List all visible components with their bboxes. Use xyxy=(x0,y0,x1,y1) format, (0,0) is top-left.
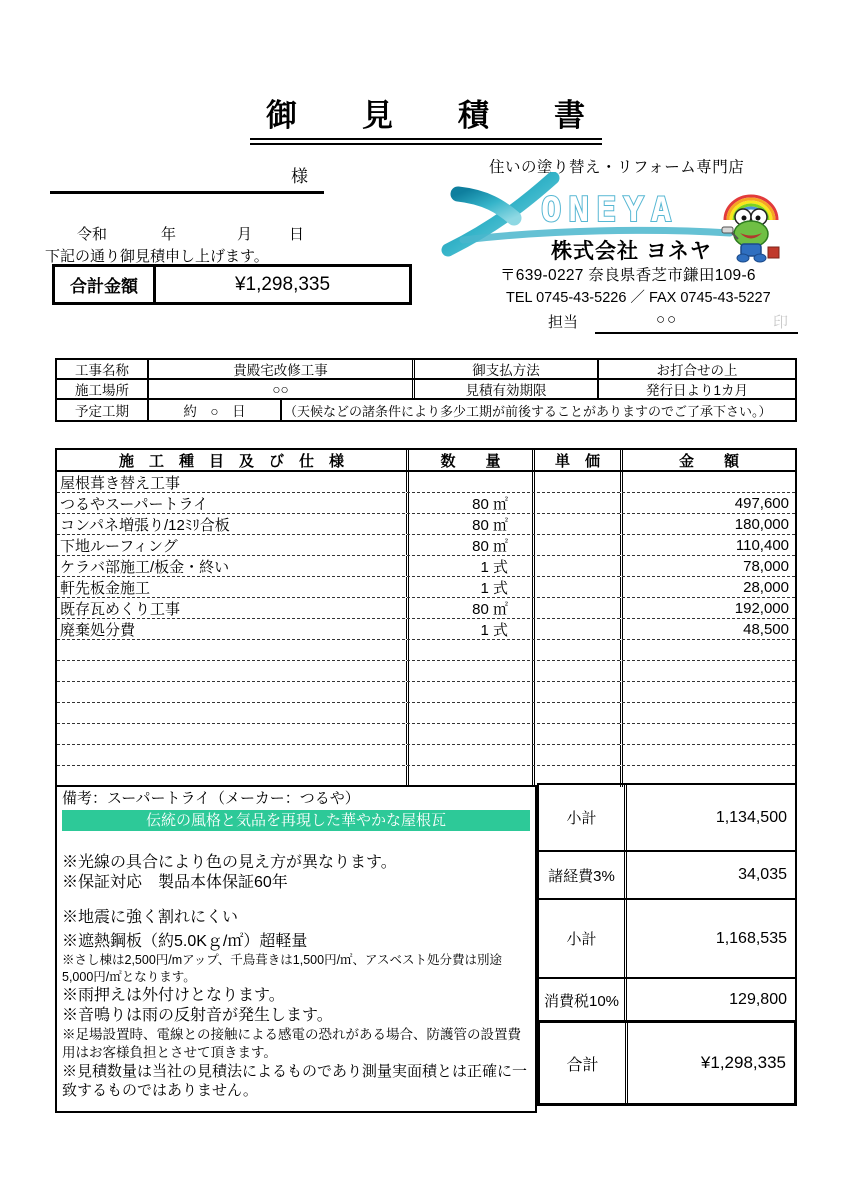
table-row xyxy=(57,380,795,400)
item-amount: 180,000 xyxy=(734,515,789,533)
item-qty: 1 式 xyxy=(409,577,535,597)
item-desc xyxy=(57,682,409,702)
validity-label: 見積有効期限 xyxy=(415,380,599,398)
item-amount: 110,400 xyxy=(735,536,789,554)
schedule-note: （天候などの諸条件により多少工期が前後することがありますのでご了承下さい。） xyxy=(284,403,772,419)
item-desc xyxy=(57,766,409,787)
item-amount xyxy=(623,640,795,660)
project-name-label: 工事名称 xyxy=(57,360,149,378)
subtotal2-label: 小計 xyxy=(539,900,627,977)
subtotal-label: 小計 xyxy=(539,785,627,850)
item-qty xyxy=(409,640,535,660)
item-unit-price xyxy=(535,472,623,492)
item-desc xyxy=(57,724,409,744)
totals-table xyxy=(537,783,797,1106)
item-desc: 下地ルーフィング xyxy=(57,535,409,555)
payment-method-value: お打合せの上 xyxy=(656,363,738,378)
subtotal2-value: 1,168,535 xyxy=(715,929,787,947)
table-row xyxy=(57,472,795,493)
table-row xyxy=(57,682,795,703)
expenses-label: 諸経費3% xyxy=(539,852,627,898)
item-unit-price xyxy=(535,514,623,534)
item-unit-price xyxy=(535,661,623,681)
table-row xyxy=(537,1020,797,1106)
staff-label: 担当 xyxy=(548,314,579,331)
item-qty: 1 式 xyxy=(409,556,535,576)
site-value: ○○ xyxy=(149,380,415,398)
item-desc: 既存瓦めくり工事 xyxy=(57,598,409,618)
staff-signature-line xyxy=(595,308,798,334)
remark-note: ※雨押えは外付けとなります。 xyxy=(62,987,285,1004)
item-qty: 80 ㎡ xyxy=(409,493,535,513)
table-row xyxy=(57,360,795,380)
item-unit-price xyxy=(535,745,623,765)
project-info-table xyxy=(55,358,797,422)
grand-total-label: 合計金額 xyxy=(55,267,156,302)
item-unit-price xyxy=(535,493,623,513)
header-unit-price: 単 価 xyxy=(535,450,623,470)
table-header-row xyxy=(57,450,795,472)
month-label: 月 xyxy=(237,226,253,243)
tax-value: 129,800 xyxy=(729,991,787,1008)
remark-note: ※保証対応 製品本体保証60年 xyxy=(62,874,288,891)
table-row xyxy=(57,493,795,514)
subtotal-value: 1,134,500 xyxy=(715,808,787,826)
item-unit-price xyxy=(535,556,623,576)
remark-note: ※足場設置時、電線との接触による感電の恐れがある場合、防護管の設置費用はお客様負担とさせて頂きます。 xyxy=(62,1027,521,1060)
item-amount: 192,000 xyxy=(734,599,789,617)
item-desc xyxy=(57,745,409,765)
payment-method-label: 御支払方法 xyxy=(415,360,599,378)
validity-value: 発行日より1カ月 xyxy=(645,383,748,398)
tax-label: 消費税10% xyxy=(539,979,627,1021)
remark-note: ※遮熱鋼板（約5.0Kｇ/㎡）超軽量 xyxy=(62,933,308,950)
company-address: 〒639-0227 奈良県香芝市鎌田109-6 xyxy=(500,267,756,284)
table-row xyxy=(57,556,795,577)
table-row xyxy=(57,577,795,598)
item-desc: ケラバ部施工/板金・終い xyxy=(57,556,409,576)
item-qty xyxy=(409,703,535,723)
mascot-frog-icon xyxy=(717,192,787,264)
item-unit-price xyxy=(535,682,623,702)
table-row xyxy=(57,640,795,661)
remark-note: ※見積数量は当社の見積法によるものであり測量実面積とは正確に一致するものではありません。 xyxy=(62,1063,528,1099)
remarks-box xyxy=(55,785,537,1113)
item-amount xyxy=(623,661,795,681)
item-amount xyxy=(623,703,795,723)
table-row xyxy=(537,783,797,852)
remarks-title: 備考：スーパートライ（メーカー：つるや） xyxy=(62,790,360,807)
header-amount: 金 額 xyxy=(678,452,739,470)
item-desc: 屋根葺き替え工事 xyxy=(57,472,409,492)
intro-text: 下記の通り御見積申し上げます。 xyxy=(45,248,269,265)
grand-total-box xyxy=(52,264,412,305)
item-amount xyxy=(623,682,795,702)
table-row xyxy=(537,898,797,979)
company-tel-fax: TEL 0745-43-5226 ／ FAX 0745-43-5227 xyxy=(506,290,771,306)
remark-note: ※地震に強く割れにくい xyxy=(62,909,239,926)
item-amount: 28,000 xyxy=(743,578,789,596)
product-slogan-banner: 伝統の風格と気品を再現した華やかな屋根瓦 xyxy=(62,810,530,831)
grand-total-value: ¥1,298,335 xyxy=(234,273,331,295)
table-row xyxy=(57,745,795,766)
staff-row xyxy=(548,308,798,334)
site-label: 施工場所 xyxy=(57,380,149,398)
total-label: 合計 xyxy=(540,1023,628,1103)
item-qty: 1 式 xyxy=(409,619,535,639)
table-row xyxy=(57,619,795,640)
item-desc xyxy=(57,640,409,660)
item-unit-price xyxy=(535,577,623,597)
item-qty xyxy=(409,745,535,765)
item-qty xyxy=(409,661,535,681)
table-row xyxy=(57,400,795,420)
remark-note: ※光線の具合により色の見え方が異なります。 xyxy=(62,854,397,871)
day-label: 日 xyxy=(289,226,305,243)
item-qty: 80 ㎡ xyxy=(409,535,535,555)
table-row xyxy=(57,535,795,556)
item-desc: つるやスーパートライ xyxy=(57,493,409,513)
table-row xyxy=(57,514,795,535)
table-row xyxy=(57,703,795,724)
logo-wordmark: ONEYA xyxy=(541,190,679,230)
item-unit-price xyxy=(535,619,623,639)
item-amount xyxy=(623,724,795,744)
item-unit-price xyxy=(535,703,623,723)
table-row xyxy=(57,598,795,619)
company-name: 株式会社 ヨネヤ xyxy=(551,240,712,263)
company-tagline: 住いの塗り替え・リフォーム専門店 xyxy=(489,159,745,176)
item-desc xyxy=(57,703,409,723)
item-amount: 48,500 xyxy=(743,620,789,638)
estimate-items-table xyxy=(55,448,797,787)
table-row xyxy=(537,977,797,1023)
item-qty xyxy=(409,682,535,702)
remark-note: ※音鳴りは雨の反射音が発生します。 xyxy=(62,1007,333,1024)
customer-honorific: 様 xyxy=(291,167,308,186)
table-row xyxy=(537,850,797,900)
item-qty xyxy=(409,766,535,787)
schedule-value: 約 ○ 日 xyxy=(149,400,282,420)
page-title: 御 見 積 書 xyxy=(250,90,602,145)
item-desc: コンパネ増張り/12ﾐﾘ合板 xyxy=(57,514,409,534)
remark-note: ※さし棟は2,500円/mアップ、千鳥葺きは1,500円/㎡、アスベスト処分費は別途5,000円/㎡となります。 xyxy=(62,953,503,984)
item-unit-price xyxy=(535,640,623,660)
item-qty xyxy=(409,472,535,492)
table-row xyxy=(57,724,795,745)
item-desc xyxy=(57,661,409,681)
header-spec: 施 工 種 目 及 び 仕 様 xyxy=(57,450,409,470)
item-qty xyxy=(409,724,535,744)
item-qty: 80 ㎡ xyxy=(409,514,535,534)
expenses-value: 34,035 xyxy=(738,866,787,883)
item-amount: 78,000 xyxy=(743,557,789,575)
item-amount xyxy=(623,472,795,492)
item-unit-price xyxy=(535,535,623,555)
staff-name: ○○ xyxy=(656,311,679,328)
project-name-value: 貴殿宅改修工事 xyxy=(149,360,415,378)
item-unit-price xyxy=(535,724,623,744)
item-qty: 80 ㎡ xyxy=(409,598,535,618)
schedule-label: 予定工期 xyxy=(57,400,149,420)
item-unit-price xyxy=(535,598,623,618)
seal-placeholder: 印 xyxy=(773,314,789,331)
header-qty: 数 量 xyxy=(409,450,535,470)
item-desc: 軒先板金施工 xyxy=(57,577,409,597)
customer-name-line xyxy=(50,158,324,194)
year-label: 年 xyxy=(161,226,177,243)
total-value: ¥1,298,335 xyxy=(700,1053,786,1072)
era-label: 令和 xyxy=(77,226,108,243)
item-amount xyxy=(623,745,795,765)
table-row xyxy=(57,661,795,682)
item-desc: 廃棄処分費 xyxy=(57,619,409,639)
item-amount: 497,600 xyxy=(734,494,789,512)
